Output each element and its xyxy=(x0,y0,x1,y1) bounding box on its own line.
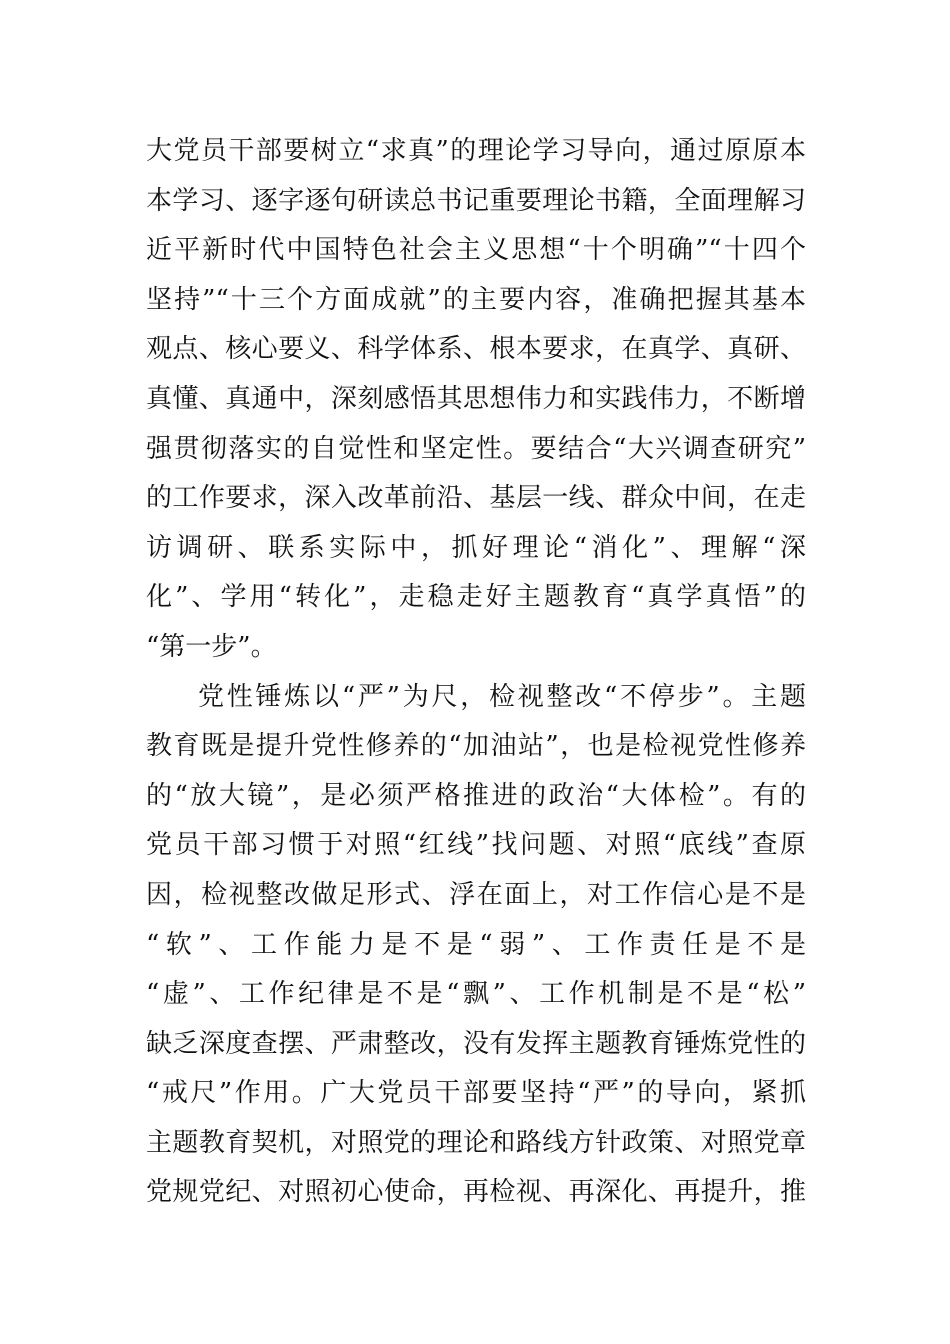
document-body xyxy=(146,127,806,1218)
text-line: “虚”、工作纪律是不是“飘”、工作机制是不是“松” xyxy=(146,979,806,1010)
text-line: 教育既是提升党性修养的“加油站”，也是检视党性修养 xyxy=(146,731,806,762)
text-line: “戒尺”作用。广大党员干部要坚持“严”的导向，紧抓 xyxy=(146,1078,806,1109)
text-line: “第一步”。 xyxy=(146,631,277,662)
text-line: 的“放大镜”，是必须严格推进的政治“大体检”。有的 xyxy=(146,780,806,811)
text-line: “软”、工作能力是不是“弱”、工作责任是不是 xyxy=(146,929,806,960)
text-line: 观点、核心要义、科学体系、根本要求，在真学、真研、 xyxy=(146,334,806,365)
text-line: 访调研、联系实际中，抓好理论“消化”、理解“深 xyxy=(146,532,806,563)
text-line: 的工作要求，深入改革前沿、基层一线、群众中间，在走 xyxy=(146,483,806,514)
text-line: 强贯彻落实的自觉性和坚定性。要结合“大兴调查研究” xyxy=(146,433,806,464)
text-line: 党规党纪、对照初心使命，再检视、再深化、再提升，推 xyxy=(146,1177,806,1208)
text-line: 真懂、真通中，深刻感悟其思想伟力和实践伟力，不断增 xyxy=(146,383,806,414)
text-line: 缺乏深度查摆、严肃整改，没有发挥主题教育锤炼党性的 xyxy=(146,1028,806,1059)
text-line: 主题教育契机，对照党的理论和路线方针政策、对照党章 xyxy=(146,1127,806,1158)
text-line: 近平新时代中国特色社会主义思想“十个明确”“十四个 xyxy=(146,235,806,266)
text-line: 本学习、逐字逐句研读总书记重要理论书籍，全面理解习 xyxy=(146,185,806,216)
text-line: 化”、学用“转化”，走稳走好主题教育“真学真悟”的 xyxy=(146,582,806,613)
paragraph-2 xyxy=(146,673,806,1219)
text-line: 党员干部习惯于对照“红线”找问题、对照“底线”查原 xyxy=(146,830,806,861)
text-line: 党性锤炼以“严”为尺，检视整改“不停步”。主题 xyxy=(198,681,806,712)
paragraph-1 xyxy=(146,127,806,673)
text-line: 坚持”“十三个方面成就”的主要内容，准确把握其基本 xyxy=(146,284,806,315)
text-line: 大党员干部要树立“求真”的理论学习导向，通过原原本 xyxy=(146,136,806,166)
text-line: 因，检视整改做足形式、浮在面上，对工作信心是不是 xyxy=(146,879,806,910)
